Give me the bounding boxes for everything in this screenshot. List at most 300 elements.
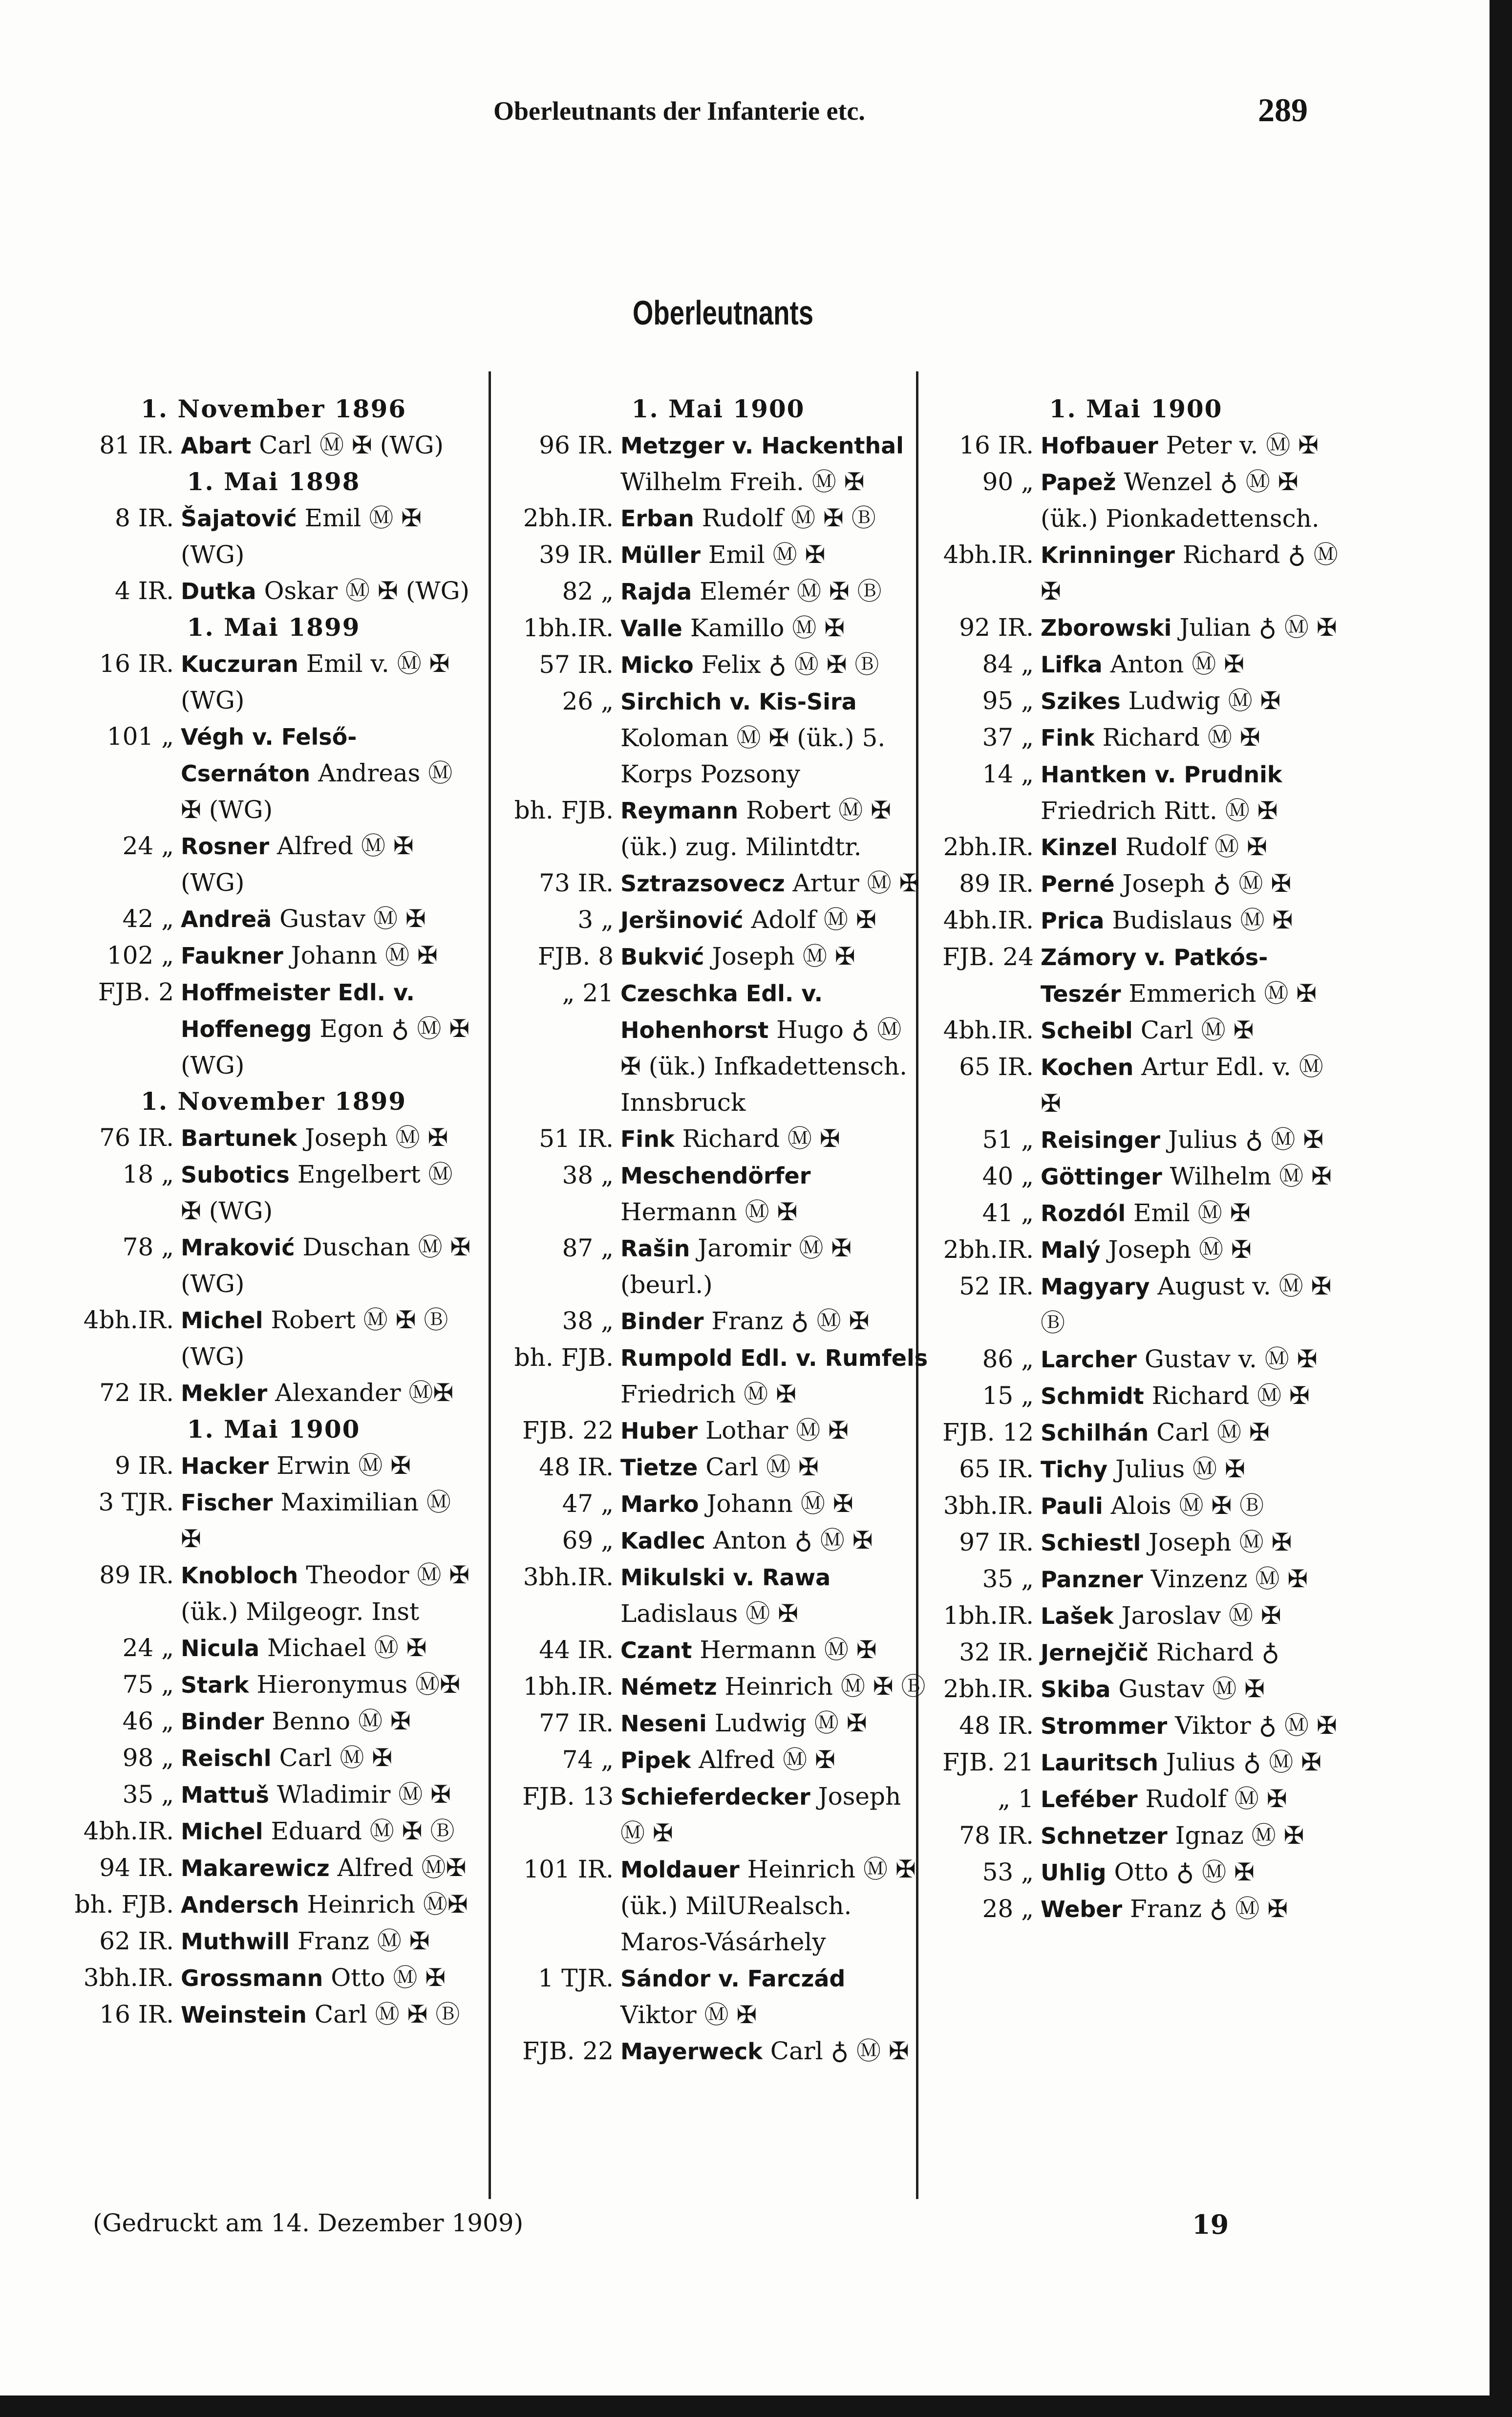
regiment: 101 „: [106, 722, 174, 751]
given-name-decorations: Julius Ⓜ ✠: [1115, 1455, 1245, 1483]
officer-entry: [508, 1668, 928, 1705]
surname: Meschendörfer: [620, 1163, 811, 1189]
surname: Mattuš: [181, 1782, 269, 1808]
given-name-decorations: Jaromir Ⓜ ✠ (beurl.): [620, 1234, 852, 1299]
officer-entry: [68, 1886, 479, 1923]
given-name-decorations: Viktor ♁ Ⓜ ✠: [1175, 1711, 1337, 1740]
surname: Larcher: [1041, 1346, 1137, 1373]
surname: Mikulski v. Rawa: [620, 1564, 831, 1591]
given-name-decorations: Hermann Ⓜ ✠: [700, 1636, 877, 1664]
surname: Müller: [620, 542, 701, 568]
given-name-decorations: Ignaz Ⓜ ✠: [1175, 1821, 1304, 1850]
regiment: 1 TJR.: [538, 1964, 614, 1992]
surname: Göttinger: [1041, 1164, 1162, 1190]
regiment: 78 „: [122, 1233, 174, 1261]
regiment: bh. FJB.: [74, 1890, 174, 1919]
officer-entry: [508, 1121, 928, 1157]
officer-entry: [68, 646, 479, 718]
given-name-decorations: Carl ♁ Ⓜ ✠: [770, 2037, 909, 2065]
officer-entry: [68, 1375, 479, 1411]
regiment: 9 IR.: [115, 1451, 174, 1480]
surname: Kinzel: [1041, 834, 1118, 861]
regiment: 26 „: [562, 687, 614, 715]
officer-entry: [928, 1891, 1343, 1927]
surname: Andreä: [181, 906, 272, 932]
surname: Rumpold Edl. v. Rumfels: [620, 1345, 928, 1371]
surname: Végh v. Felső-Csernáton: [181, 724, 357, 787]
regiment: 57 IR.: [539, 650, 614, 679]
officer-entry: [508, 1339, 928, 1412]
surname: Fischer: [181, 1489, 273, 1516]
surname: Pauli: [1041, 1493, 1103, 1519]
officer-entry: [928, 1744, 1343, 1781]
regiment: FJB. 24: [942, 943, 1034, 971]
given-name-decorations: Artur Edl. v. Ⓜ ✠: [1041, 1053, 1323, 1118]
given-name-decorations: Jaroslav Ⓜ ✠: [1121, 1601, 1281, 1630]
given-name-decorations: Richard Ⓜ ✠: [1102, 723, 1260, 752]
regiment: 3 TJR.: [98, 1488, 174, 1516]
officer-entry: [928, 1671, 1343, 1707]
regiment: 75 „: [122, 1670, 174, 1699]
given-name-decorations: Richard Ⓜ ✠: [682, 1124, 840, 1153]
officer-entry: [508, 1960, 928, 2033]
given-name-decorations: Ludwig Ⓜ ✠: [714, 1709, 867, 1737]
given-name-decorations: Artur Ⓜ ✠: [792, 869, 920, 897]
given-name-decorations: Carl Ⓜ ✠: [279, 1744, 393, 1772]
officer-entry: [508, 1778, 928, 1851]
surname: Schnetzer: [1041, 1823, 1168, 1849]
given-name-decorations: Duschan Ⓜ ✠ (WG): [181, 1233, 471, 1298]
given-name-decorations: Heinrich Ⓜ ✠ (ük.) MilURealsch. Maros-Vásárhely: [620, 1855, 916, 1956]
officer-entry: [508, 1632, 928, 1668]
given-name-decorations: Otto ♁ Ⓜ ✠: [1114, 1858, 1255, 1886]
surname: Strommer: [1041, 1713, 1168, 1739]
date-heading: 1. Mai 1900: [631, 394, 805, 423]
regiment: 38 „: [562, 1161, 614, 1189]
regiment: 3bh.IR.: [523, 1563, 614, 1591]
officer-entry: [928, 1012, 1343, 1049]
surname: Marko: [620, 1491, 699, 1517]
officer-entry: [928, 609, 1343, 646]
surname: Metzger v. Hackenthal: [620, 432, 904, 459]
surname: Binder: [181, 1708, 264, 1735]
given-name-decorations: Heinrich Ⓜ ✠ Ⓑ: [724, 1672, 926, 1701]
given-name-decorations: Hermann Ⓜ ✠: [620, 1198, 798, 1226]
surname: Erban: [620, 505, 694, 532]
surname: Rozdól: [1041, 1200, 1126, 1227]
given-name-decorations: Anton Ⓜ ✠: [1110, 650, 1245, 678]
officer-entry: [508, 610, 928, 647]
date-heading: 1. Mai 1898: [187, 467, 361, 496]
given-name-decorations: Joseph ♁ Ⓜ ✠: [1122, 869, 1292, 898]
surname: Knobloch: [181, 1562, 298, 1589]
regiment: 101 IR.: [523, 1855, 614, 1883]
surname: Rašin: [620, 1235, 690, 1262]
given-name-decorations: Lothar Ⓜ ✠: [705, 1416, 849, 1445]
regiment: 24 „: [122, 832, 174, 860]
regiment: 65 IR.: [959, 1053, 1034, 1081]
regiment: 16 IR.: [99, 649, 174, 678]
surname: Magyary: [1041, 1273, 1150, 1300]
surname: Micko: [620, 652, 694, 678]
given-name-decorations: Alexander Ⓜ✠: [275, 1379, 454, 1407]
officer-entry: [68, 828, 479, 901]
officer-entry: [68, 901, 479, 937]
regiment: 28 „: [982, 1895, 1034, 1923]
regiment: 94 IR.: [99, 1854, 174, 1882]
given-name-decorations: Wenzel ♁ Ⓜ ✠ (ük.) Pionkadettensch.: [1041, 468, 1320, 533]
officer-entry: [68, 1120, 479, 1156]
regiment: 35 „: [982, 1565, 1034, 1593]
officer-entry: [508, 865, 928, 902]
officer-entry: [928, 683, 1343, 719]
surname: Weinstein: [181, 2002, 307, 2028]
regiment: 78 IR.: [959, 1821, 1034, 1850]
given-name-decorations: Otto Ⓜ ✠: [331, 1964, 446, 1992]
date-heading: 1. Mai 1900: [1049, 394, 1223, 423]
given-name-decorations: Emil Ⓜ ✠: [708, 540, 826, 569]
date-heading: 1. November 1899: [140, 1087, 407, 1116]
regiment: 24 „: [122, 1634, 174, 1662]
regiment: 15 „: [982, 1381, 1034, 1410]
given-name-decorations: Richard ♁: [1156, 1638, 1279, 1666]
officer-entry: [508, 1157, 928, 1230]
regiment: 44 IR.: [539, 1636, 614, 1664]
regiment: 62 IR.: [99, 1927, 174, 1955]
regiment: 72 IR.: [99, 1379, 174, 1407]
regiment: FJB. 13: [522, 1782, 614, 1811]
given-name-decorations: Robert Ⓜ ✠ (ük.) zug. Milintdtr.: [620, 796, 892, 861]
regiment: FJB. 22: [522, 1416, 614, 1445]
given-name-decorations: Franz ♁ Ⓜ ✠: [1130, 1895, 1288, 1923]
officer-entry: [928, 646, 1343, 683]
officer-entry: [928, 719, 1343, 756]
given-name-decorations: Emil Ⓜ ✠ (WG): [181, 504, 422, 569]
date-heading: 1. Mai 1900: [187, 1415, 361, 1444]
given-name-decorations: Viktor Ⓜ ✠: [620, 2001, 757, 2029]
given-name-decorations: Johann Ⓜ ✠: [706, 1489, 853, 1518]
surname: Lifka: [1041, 651, 1103, 678]
surname: Jeršinović: [620, 907, 744, 933]
regiment: 48 IR.: [959, 1711, 1034, 1740]
surname: Czeschka Edl. v. Hohenhorst: [620, 980, 823, 1043]
given-name-decorations: Rudolf Ⓜ ✠: [1125, 833, 1267, 861]
given-name-decorations: Eduard Ⓜ ✠ Ⓑ: [271, 1817, 455, 1845]
given-name-decorations: Andreas Ⓜ ✠ (WG): [181, 759, 453, 824]
officer-entry: [928, 1195, 1343, 1231]
regiment: 86 „: [982, 1345, 1034, 1373]
surname: Grossmann: [181, 1965, 323, 1991]
regiment: 4bh.IR.: [83, 1306, 174, 1334]
surname: Reischl: [181, 1745, 272, 1771]
officer-entry: [68, 1996, 479, 2033]
regiment: 3 „: [577, 906, 614, 934]
officer-entry: [68, 573, 479, 609]
given-name-decorations: Robert Ⓜ ✠ Ⓑ (WG): [181, 1306, 448, 1371]
given-name-decorations: Maximilian Ⓜ ✠: [181, 1488, 451, 1553]
given-name-decorations: Alfred Ⓜ ✠ (WG): [181, 832, 414, 897]
given-name-decorations: Wilhelm Freih. Ⓜ ✠: [620, 468, 865, 496]
regiment: 102 „: [106, 941, 174, 970]
surname: Szikes: [1041, 688, 1121, 714]
surname: Németz: [620, 1674, 717, 1700]
regiment: 38 „: [562, 1307, 614, 1335]
given-name-decorations: Wladimir Ⓜ ✠: [277, 1780, 451, 1809]
officer-entry: [68, 1302, 479, 1375]
surname: Czant: [620, 1637, 692, 1663]
given-name-decorations: Joseph Ⓜ ✠: [620, 1782, 901, 1847]
officer-entry: [928, 902, 1343, 939]
given-name-decorations: Alfred Ⓜ✠: [337, 1854, 467, 1882]
given-name-decorations: Budislaus Ⓜ ✠: [1112, 906, 1293, 934]
officer-entry: [928, 427, 1343, 464]
given-name-decorations: Benno Ⓜ ✠: [272, 1707, 411, 1735]
officer-entry: [68, 1229, 479, 1302]
given-name-decorations: Joseph Ⓜ ✠: [712, 942, 855, 971]
regiment: 97 IR.: [959, 1528, 1034, 1556]
regiment: 39 IR.: [539, 540, 614, 569]
officer-entry: [508, 1486, 928, 1522]
given-name-decorations: Friedrich Ⓜ ✠: [620, 1380, 796, 1408]
regiment: 41 „: [982, 1199, 1034, 1227]
officer-entry: [928, 756, 1343, 829]
officer-entry: [508, 683, 928, 792]
officer-entry: [68, 1666, 479, 1703]
regiment: 40 „: [982, 1162, 1034, 1190]
officer-entry: [928, 1231, 1343, 1268]
officer-entry: [508, 1705, 928, 1742]
given-name-decorations: Kamillo Ⓜ ✠: [690, 614, 845, 642]
regiment: bh. FJB.: [514, 1343, 614, 1372]
regiment: FJB. 8: [537, 942, 614, 971]
regiment: 37 „: [982, 723, 1034, 752]
officer-entry: [928, 1414, 1343, 1451]
print-date-footer: (Gedruckt am 14. Dezember 1909): [93, 2209, 524, 2237]
surname: Tietze: [620, 1454, 698, 1481]
given-name-decorations: Rudolf Ⓜ ✠ Ⓑ: [702, 504, 876, 532]
surname: Lašek: [1041, 1603, 1114, 1629]
running-head: Oberleutnants der Infanterie etc.: [493, 96, 865, 126]
surname: Neseni: [620, 1710, 707, 1737]
surname: Schmidt: [1041, 1383, 1144, 1409]
officer-entry: [68, 1776, 479, 1813]
regiment: 2bh.IR.: [943, 833, 1034, 861]
surname: Perné: [1041, 871, 1115, 897]
column-3: [928, 391, 1343, 1927]
surname: Reymann: [620, 798, 739, 824]
regiment: 16 IR.: [99, 2000, 174, 2029]
surname: Andersch: [181, 1892, 299, 1918]
regiment: 14 „: [982, 760, 1034, 788]
officer-entry: [928, 1488, 1343, 1524]
given-name-decorations: Carl Ⓜ ✠: [1140, 1016, 1254, 1044]
surname: Michel: [181, 1307, 263, 1334]
officer-entry: [68, 1156, 479, 1229]
regiment: 35 „: [122, 1780, 174, 1809]
given-name-decorations: Hugo ♁ Ⓜ ✠ (ük.) Infkadettensch. Innsbruck: [620, 1015, 907, 1117]
surname: Fink: [620, 1126, 675, 1152]
given-name-decorations: Friedrich Ritt. Ⓜ ✠: [1041, 797, 1278, 825]
given-name-decorations: Joseph Ⓜ ✠: [1149, 1528, 1292, 1556]
given-name-decorations: Anton ♁ Ⓜ ✠: [713, 1526, 873, 1554]
regiment: 47 „: [562, 1489, 614, 1518]
surname: Panzner: [1041, 1566, 1143, 1593]
surname: Mekler: [181, 1380, 268, 1406]
given-name-decorations: Ludwig Ⓜ ✠: [1128, 687, 1281, 715]
regiment: 52 IR.: [959, 1272, 1034, 1300]
regiment: 1bh.IR.: [523, 1672, 614, 1701]
surname: Mraković: [181, 1234, 295, 1261]
surname: Abart: [181, 432, 252, 459]
regiment: 76 IR.: [99, 1123, 174, 1152]
surname: Reisinger: [1041, 1127, 1161, 1153]
given-name-decorations: Julius ♁ Ⓜ ✠: [1168, 1125, 1324, 1154]
regiment: 96 IR.: [539, 431, 614, 459]
surname: Leféber: [1041, 1786, 1138, 1813]
officer-entry: [508, 1522, 928, 1559]
scan-edge-bottom: [0, 2395, 1512, 2417]
regiment: FJB. 12: [942, 1418, 1034, 1446]
surname: Huber: [620, 1418, 698, 1444]
officer-entry: [928, 1378, 1343, 1414]
column-2: [508, 391, 928, 2070]
regiment: FJB. 2: [98, 978, 174, 1006]
given-name-decorations: Engelbert Ⓜ ✠ (WG): [181, 1160, 453, 1225]
officer-entry: [508, 1412, 928, 1449]
surname: Hofbauer: [1041, 432, 1158, 459]
officer-entry: [928, 865, 1343, 902]
surname: Fink: [1041, 725, 1095, 751]
surname: Nicula: [181, 1635, 260, 1662]
officer-entry: [68, 1703, 479, 1740]
surname: Muthwill: [181, 1928, 290, 1955]
given-name-decorations: August v. Ⓜ ✠ Ⓑ: [1041, 1272, 1332, 1337]
regiment: 4bh.IR.: [943, 906, 1034, 934]
surname: Skiba: [1041, 1676, 1111, 1703]
regiment: 89 IR.: [99, 1561, 174, 1589]
surname: Uhlig: [1041, 1859, 1107, 1886]
surname: Kuczuran: [181, 651, 298, 677]
given-name-decorations: Gustav Ⓜ ✠: [279, 905, 426, 933]
surname: Rajda: [620, 579, 692, 605]
officer-entry: [508, 792, 928, 865]
surname: Valle: [620, 615, 682, 642]
surname: Lauritsch: [1041, 1749, 1158, 1776]
given-name-decorations: Gustav v. Ⓜ ✠: [1144, 1345, 1318, 1373]
surname: Tichy: [1041, 1456, 1108, 1483]
surname: Schieferdecker: [620, 1784, 810, 1810]
surname: Michel: [181, 1818, 263, 1845]
surname: Scheibl: [1041, 1017, 1133, 1044]
given-name-decorations: Ladislaus Ⓜ ✠: [620, 1599, 799, 1628]
officer-entry: [508, 1742, 928, 1778]
regiment: 98 „: [122, 1744, 174, 1772]
officer-entry: [928, 1854, 1343, 1891]
officer-entry: [508, 2033, 928, 2070]
given-name-decorations: Michael Ⓜ ✠: [267, 1634, 427, 1662]
given-name-decorations: Heinrich Ⓜ✠: [307, 1890, 468, 1919]
surname: Krinninger: [1041, 542, 1175, 568]
given-name-decorations: Franz ♁ Ⓜ ✠: [711, 1307, 870, 1335]
officer-entry: [928, 537, 1343, 609]
officer-entry: [68, 1630, 479, 1666]
regiment: 92 IR.: [959, 613, 1034, 642]
given-name-decorations: Vinzenz Ⓜ ✠: [1150, 1565, 1308, 1593]
officer-entry: [68, 1813, 479, 1850]
given-name-decorations: Rudolf Ⓜ ✠: [1145, 1785, 1287, 1813]
surname: Papež: [1041, 469, 1116, 496]
surname: Hantken v. Prudnik: [1041, 761, 1282, 788]
given-name-decorations: Emmerich Ⓜ ✠: [1129, 979, 1317, 1008]
given-name-decorations: Emil Ⓜ ✠: [1133, 1199, 1251, 1227]
regiment: 18 „: [122, 1160, 174, 1188]
surname: Hacker: [181, 1453, 269, 1479]
officer-entry: [68, 500, 479, 573]
surname: Subotics: [181, 1162, 290, 1188]
officer-entry: [928, 1049, 1343, 1122]
officer-entry: [68, 1850, 479, 1886]
surname: Moldauer: [620, 1856, 740, 1883]
officer-entry: [928, 939, 1343, 1012]
regiment: „ 1: [998, 1785, 1034, 1813]
surname: Schiestl: [1041, 1530, 1141, 1556]
surname: Sándor v. Farczád: [620, 1965, 846, 1992]
officer-entry: [508, 902, 928, 938]
surname: Malý: [1041, 1237, 1101, 1263]
regiment: 3bh.IR.: [943, 1491, 1034, 1520]
given-name-decorations: Elemér Ⓜ ✠ Ⓑ: [700, 577, 882, 605]
given-name-decorations: Julius ♁ Ⓜ ✠: [1166, 1748, 1322, 1776]
surname: Faukner: [181, 943, 283, 969]
given-name-decorations: Theodor Ⓜ ✠ (ük.) Milgeogr. Inst: [181, 1561, 470, 1626]
regiment: 95 „: [982, 687, 1034, 715]
officer-entry: [508, 647, 928, 683]
given-name-decorations: Carl Ⓜ ✠: [1156, 1418, 1270, 1446]
given-name-decorations: Oskar Ⓜ ✠ (WG): [264, 577, 470, 605]
surname: Zámory v. Patkós-Teszér: [1041, 944, 1268, 1007]
officer-entry: [928, 1817, 1343, 1854]
officer-entry: [508, 1559, 928, 1632]
officer-entry: [928, 1524, 1343, 1561]
column-1: [68, 391, 479, 2033]
officer-entry: [68, 974, 479, 1083]
regiment: 74 „: [562, 1746, 614, 1774]
regiment: FJB. 22: [522, 2037, 614, 2065]
surname: Kadlec: [620, 1528, 705, 1554]
surname: Šajatović: [181, 505, 297, 532]
surname: Mayerweck: [620, 2038, 763, 2065]
regiment: 89 IR.: [959, 869, 1034, 898]
officer-entry: [68, 718, 479, 828]
section-title: Oberleutnants: [632, 294, 814, 332]
given-name-decorations: Peter v. Ⓜ ✠: [1166, 431, 1319, 459]
surname: Stark: [181, 1672, 249, 1698]
given-name-decorations: Erwin Ⓜ ✠: [276, 1451, 411, 1480]
given-name-decorations: Wilhelm Ⓜ ✠: [1170, 1162, 1332, 1190]
regiment: „ 21: [562, 979, 614, 1007]
given-name-decorations: Franz Ⓜ ✠: [297, 1927, 430, 1955]
surname: Rosner: [181, 833, 270, 860]
officer-entry: [928, 1158, 1343, 1195]
regiment: 3bh.IR.: [83, 1964, 174, 1992]
given-name-decorations: Carl Ⓜ ✠: [705, 1453, 819, 1481]
regiment: FJB. 21: [942, 1748, 1034, 1776]
officer-entry: [68, 1740, 479, 1776]
regiment: 2bh.IR.: [943, 1675, 1034, 1703]
regiment: 69 „: [562, 1526, 614, 1554]
regiment: 4 IR.: [115, 577, 174, 605]
officer-entry: [928, 1451, 1343, 1488]
